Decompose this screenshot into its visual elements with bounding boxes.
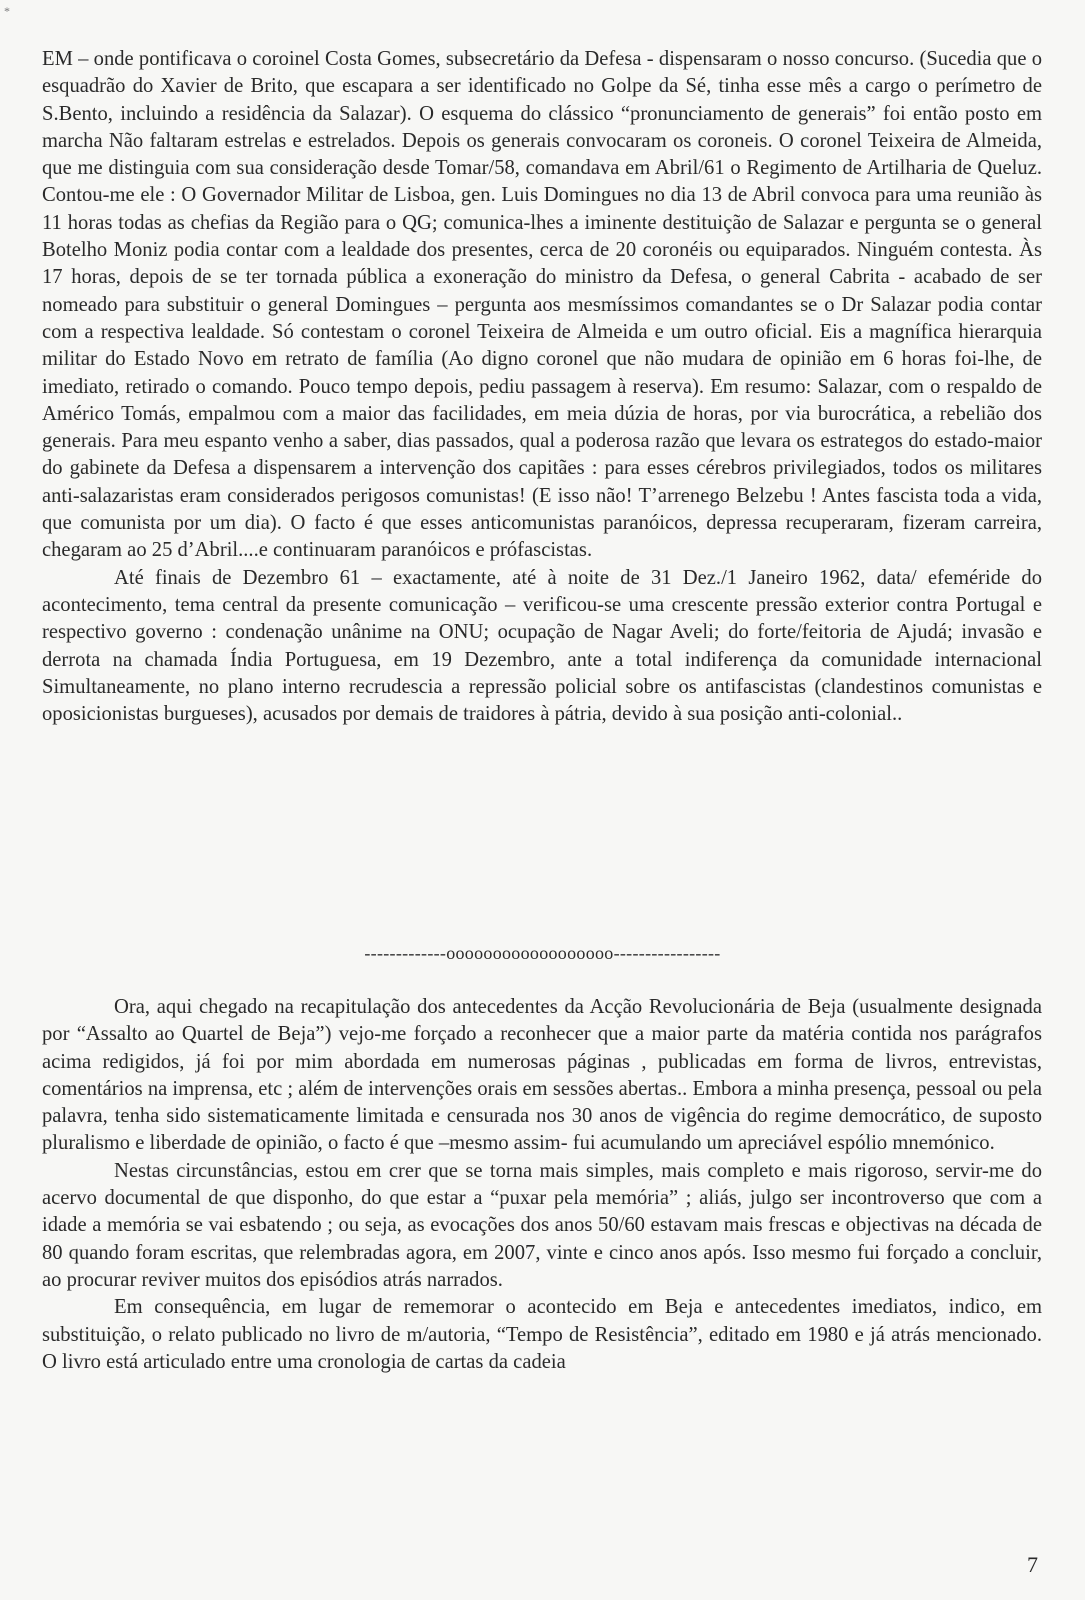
paragraph-documental-acervo: Nestas circunstâncias, estou em crer que se torna mais simples, mais completo e mais rigoroso, servir-me do acervo documental de que disponho, do que estar a “puxar pela memória” ; aliás, julgo ser incontroverso que com a idade a memória se vai esbatendo ; ou seja, as evocações dos anos 50/60 estavam mais frescas e objectivas na década de 80 quando foram escritas, que relembradas agora, em 2007, vinte e cinco anos após. Isso mesmo fui forçado a concluir, ao procurar reviver muitos dos episódios atrás narrados.: [42, 1159, 1042, 1291]
text-section-top: [42, 46, 1042, 728]
paragraph-military-hierarchy: EM – onde pontificava o coroinel Costa Gomes, subsecretário da Defesa - dispensaram o nosso concurso. (Sucedia que o esquadrão do Xavier de Brito, que escapara a ser identificado no Golpe da Sé, tinha esse mês a cargo o perímetro de S.Bento, incluindo a residência da Salazar). O esquema do clássico “pronunciamento de generais” foi então posto em marcha Não faltaram estrelas e estrelados. Depois os generais convocaram os coroneis. O coronel Teixeira de Almeida, que me distinguia com sua consideração desde Tomar/58, comandava em Abril/61 o Regimento de Artilharia de Queluz. Contou-me ele : O Governador Militar de Lisboa, gen. Luis Domingues no dia 13 de Abril convoca para uma reunião às 11 horas todas as chefias da Região para o QG; comunica-lhes a iminente destituição de Salazar e pergunta se o general Botelho Moniz podia contar com a lealdade dos presentes, cerca de 20 coronéis ou equiparados. Ninguém contesta. Às 17 horas, depois de se ter tornada pública a exoneração do ministro da Defesa, o general Cabrita - acabado de ser nomeado para substituir o general Domingues – pergunta aos mesmíssimos comandantes se o Dr Salazar podia contar com a respectiva lealdade. Só contestam o coronel Teixeira de Almeida e um outro oficial. Eis a magnífica hierarquia militar do Estado Novo em retrato de família (Ao digno coronel que não mudara de opinião em 6 horas foi-lhe, de imediato, retirado o comando. Pouco tempo depois, pediu passagem à reserva). Em resumo: Salazar, com o respaldo de Américo Tomás, empalmou com a maior das facilidades, em meia dúzia de horas, por via burocrática, a rebelião dos generais. Para meu espanto venho a saber, dias passados, qual a poderosa razão que levara os estrategos do estado-maior do gabinete da Defesa a dispensarem a intervenção dos capitães : para esses cérebros privilegiados, todos os militares anti-salazaristas eram considerados perigosos comunistas! (E isso não! T’arrenego Belzebu ! Antes fascista toda a vida, que comunista por um dia). O facto é que esses anticomunistas paranóicos, depressa recuperaram, fizeram carreira, chegaram ao 25 d’Abril....e continuaram paranóicos e prófascistas.: [42, 48, 1042, 562]
scan-corner-mark: *: [4, 4, 10, 18]
page-number: 7: [1027, 1552, 1038, 1577]
paragraph-beja-recap: Ora, aqui chegado na recapitulação dos antecedentes da Acção Revolucionária de Beja (usualmente designada por “Assalto ao Quartel de Beja”) vejo-me forçado a reconhecer que a maior parte da matéria contida nos parágrafos acima redigidos, já foi por mim abordada em numerosas páginas , publicadas em forma de livros, entrevistas, comentários na imprensa, etc ; além de intervenções orais em sessões abertas.. Embora a minha presença, pessoal ou pela palavra, tenha sido sistematicamente limitada e censurada nos 30 anos de vigência do regime democrático, de suposto pluralismo e liberdade de opinião, o facto é que –mesmo assim- fui acumulando um apreciável espólio mnemónico.: [42, 996, 1042, 1155]
text-section-bottom: [42, 994, 1042, 1376]
paragraph-december-61: Até finais de Dezembro 61 – exactamente, até à noite de 31 Dez./1 Janeiro 1962, data/ efeméride do acontecimento, tema central da presente comunicação – verificou-se uma crescente pressão exterior contra Portugal e respectivo governo : condenação unânime na ONU; ocupação de Nagar Aveli; do forte/feitoria de Ajudá; invasão e derrota na chamada Índia Portuguesa, em 19 Dezembro, ante a total indiferença da comunidade internacional Simultaneamente, no plano interno recrudescia a repressão policial sobre os antifascistas (clandestinos comunistas e oposicionistas burgueses), acusados por demais de traidores à pátria, devido à sua posição anti-colonial..: [42, 566, 1042, 726]
paragraph-tempo-de-resistencia: Em consequência, em lugar de rememorar o acontecido em Beja e antecedentes imediatos, indico, em substituição, o relato publicado no livro de m/autoria, “Tempo de Resistência”, editado em 1980 e já atrás mencionado. O livro está articulado entre uma cronologia de cartas da cadeia: [42, 1296, 1042, 1373]
section-separator: -------------oooooooooooooooooo-----------------: [364, 943, 721, 963]
